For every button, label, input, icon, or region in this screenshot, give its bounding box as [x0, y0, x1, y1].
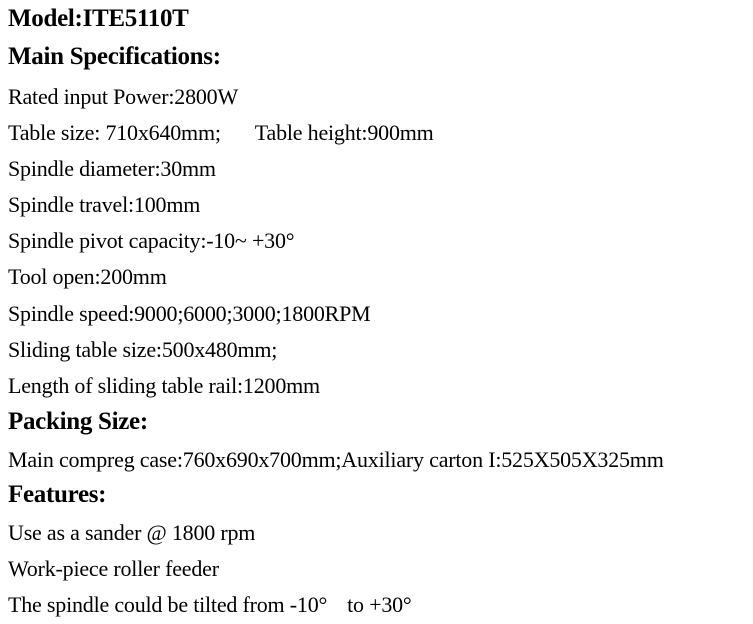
feature-sander: Use as a sander @ 1800 rpm	[8, 520, 256, 545]
spec-spindle-pivot: Spindle pivot capacity:-10~ +30°	[8, 228, 295, 253]
packing-text: Main compreg case:760x690x700mm;Auxiliary carton I:525X505X325mm	[8, 447, 664, 472]
model-title: Model:ITE5110T	[8, 5, 189, 32]
spec-tool-open: Tool open:200mm	[8, 264, 167, 289]
spec-sliding-table-size: Sliding table size:500x480mm;	[8, 337, 278, 362]
feature-tilt	[8, 592, 412, 618]
feature-tilt-to: to +30°	[347, 592, 412, 617]
spec-table-size: Table size: 710x640mm;	[8, 120, 221, 145]
spec-table-height: Table height:900mm	[254, 120, 434, 145]
spec-table-row	[8, 120, 434, 146]
feature-tilt-from: The spindle could be tilted from -10°	[8, 592, 328, 617]
spec-spindle-diameter: Spindle diameter:30mm	[8, 156, 216, 181]
spec-sliding-rail: Length of sliding table rail:1200mm	[8, 373, 320, 398]
feature-roller-feeder: Work-piece roller feeder	[8, 556, 219, 581]
packing-heading: Packing Size:	[8, 408, 148, 435]
features-heading: Features:	[8, 481, 107, 508]
spec-rated-power: Rated input Power:2800W	[8, 84, 239, 109]
spec-spindle-speed: Spindle speed:9000;6000;3000;1800RPM	[8, 301, 371, 326]
spec-spindle-travel: Spindle travel:100mm	[8, 192, 201, 217]
main-specs-heading: Main Specifications:	[8, 43, 221, 70]
